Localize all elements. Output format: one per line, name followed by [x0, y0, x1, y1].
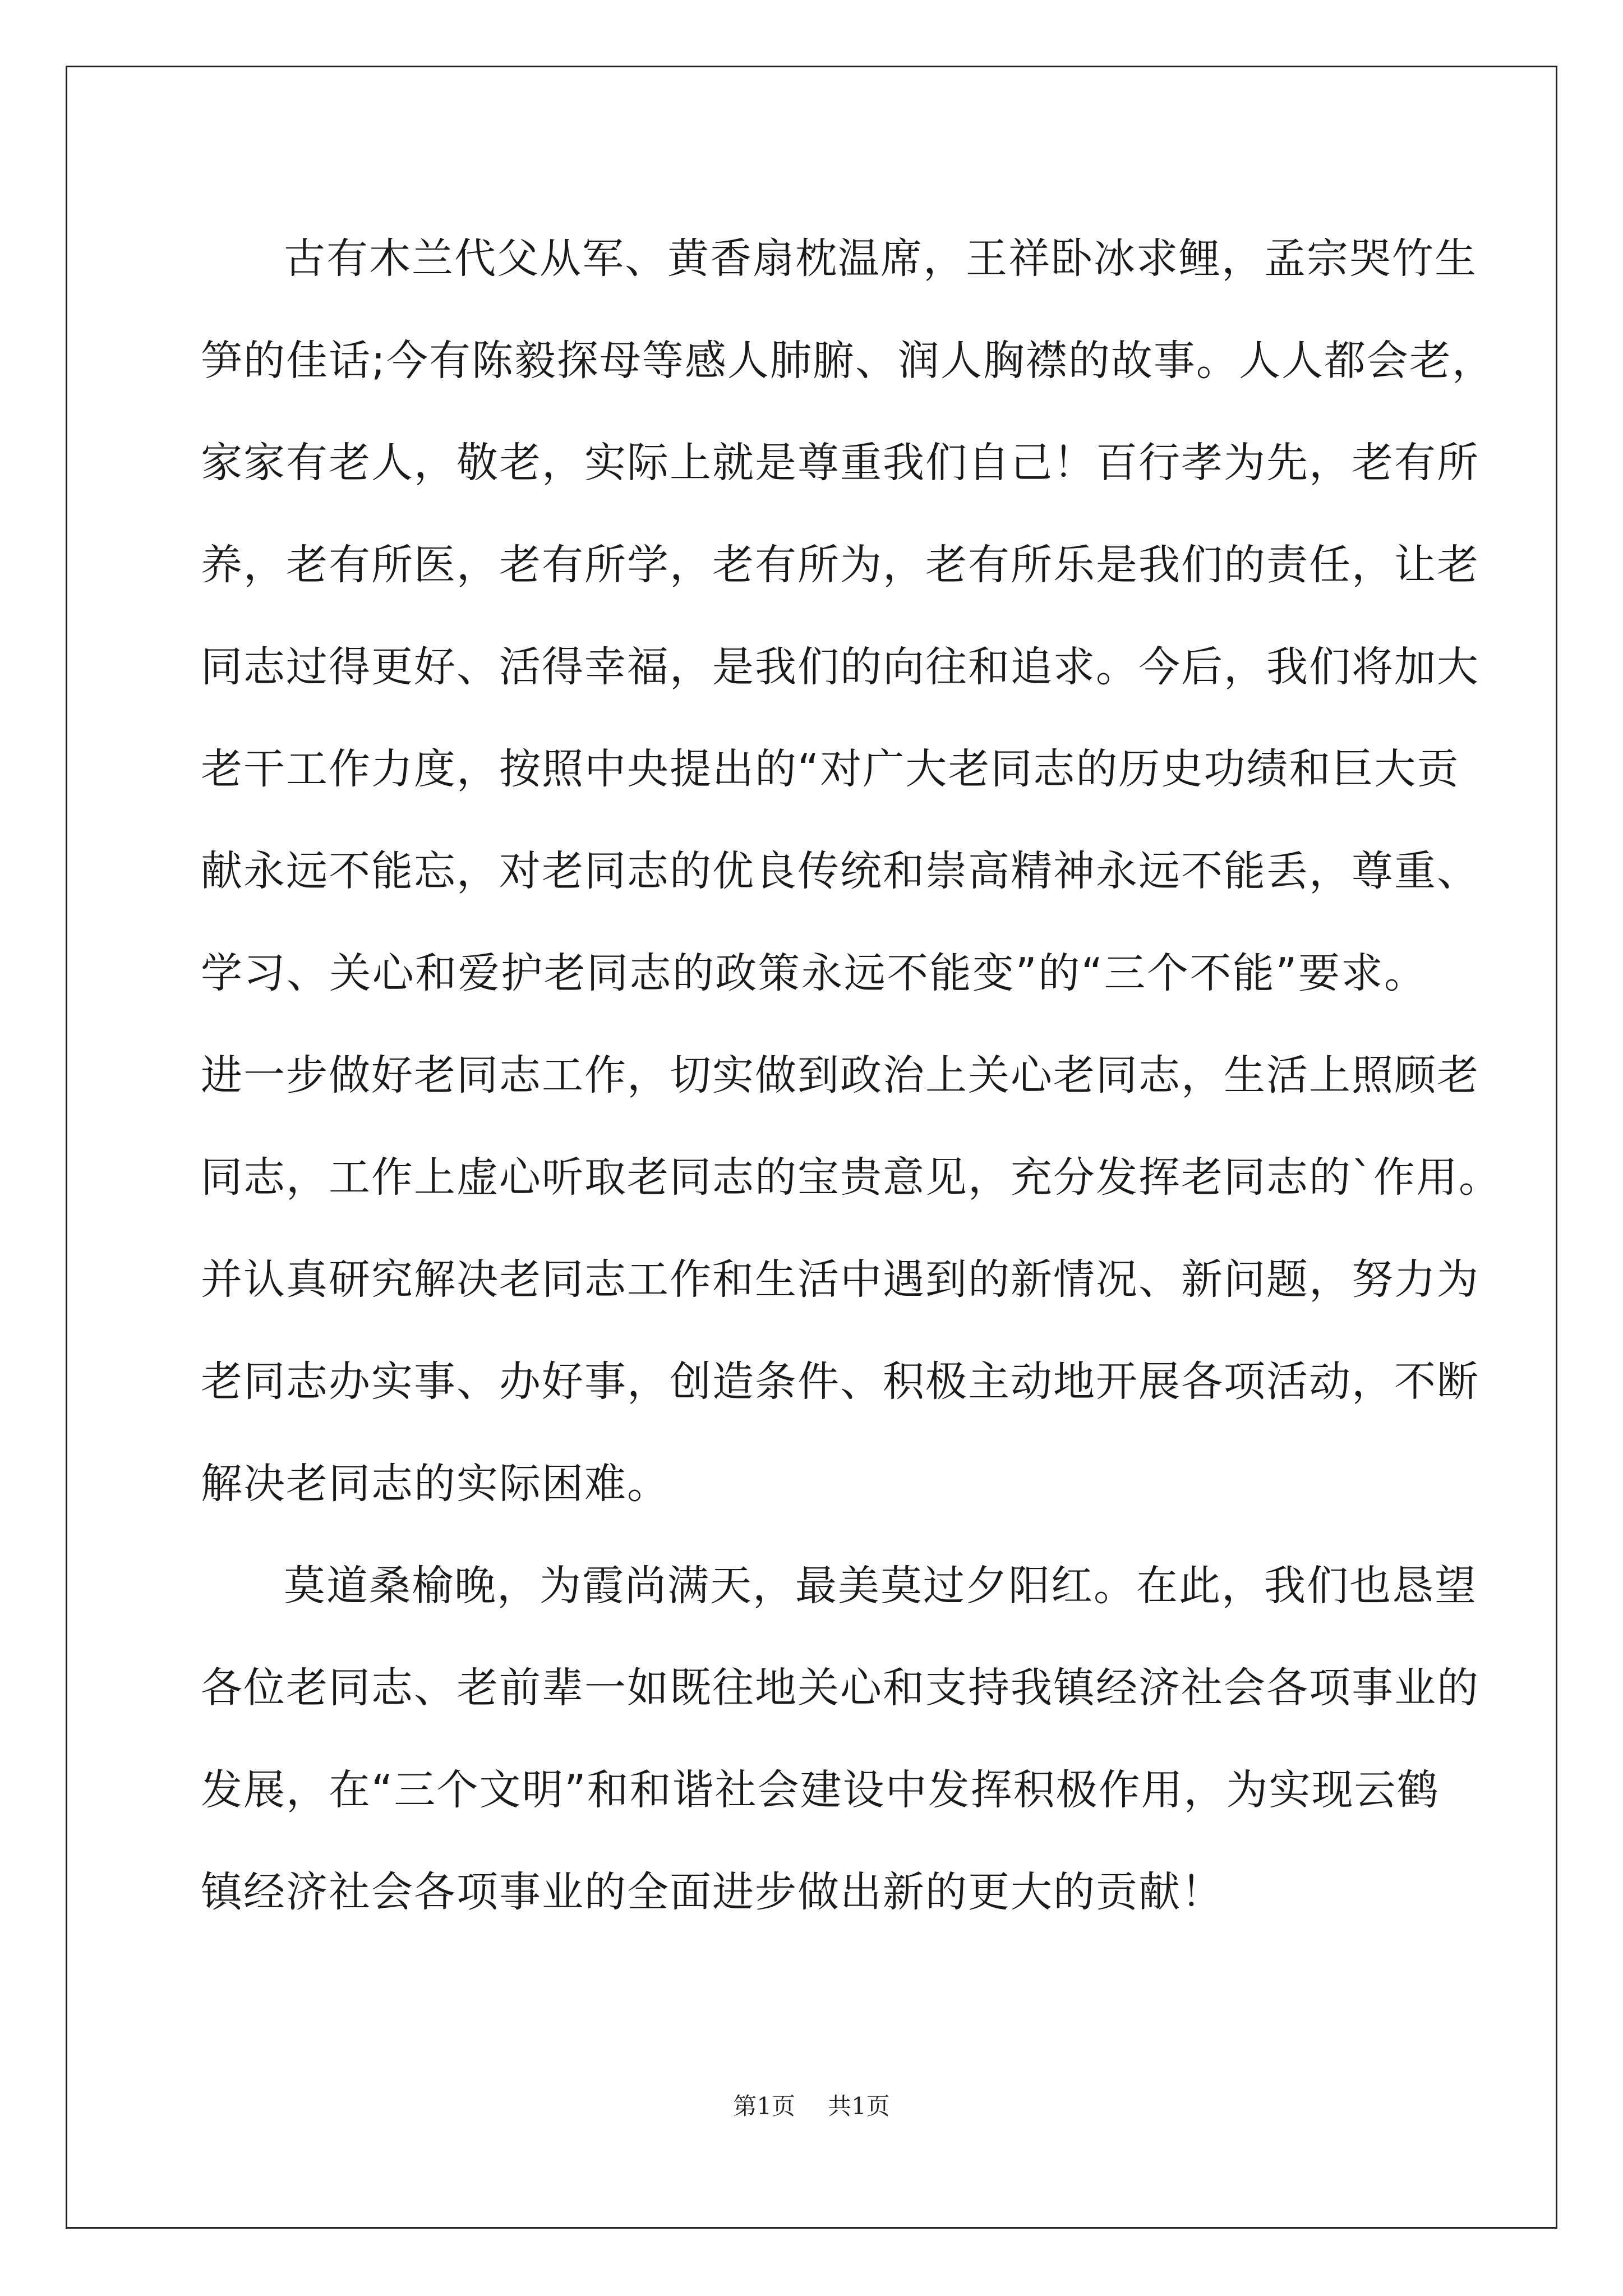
document-body	[201, 208, 1501, 1943]
paragraph-1-line-4: 养，老有所医，老有所学，老有所为，老有所乐是我们的责任，让老	[201, 541, 1479, 589]
paragraph-1-line-7: 献永远不能忘，对老同志的优良传统和崇高精神永远不能丢，尊重、	[201, 847, 1479, 895]
paragraph-1-line-10: 同志，工作上虚心听取老同志的宝贵意见，充分发挥老同志的`作用。	[201, 1153, 1501, 1202]
paragraph-1-line-3: 家家有老人，敬老，实际上就是尊重我们自己！百行孝为先，老有所	[201, 439, 1479, 487]
page-number-total: 共1页	[828, 2092, 890, 2120]
paragraph-1-line-12: 老同志办实事、办好事，创造条件、积极主动地开展各项活动，不断	[201, 1358, 1479, 1406]
page-number-current: 第1页	[733, 2092, 795, 2120]
paragraph-1-line-11: 并认真研究解决老同志工作和生活中遇到的新情况、新问题，努力为	[201, 1255, 1479, 1304]
paragraph-1-line-5: 同志过得更好、活得幸福，是我们的向往和追求。今后，我们将加大	[201, 643, 1479, 691]
paragraph-2-line-1: 莫道桑榆晚，为霞尚满天，最美莫过夕阳红。在此，我们也恳望	[284, 1562, 1477, 1610]
paragraph-1-line-2: 笋的佳话;今有陈毅探母等感人肺腑、润人胸襟的故事。人人都会老，	[201, 337, 1495, 385]
page-footer	[0, 2088, 1623, 2122]
paragraph-1-line-1: 古有木兰代父从军、黄香扇枕温席，王祥卧冰求鲤，孟宗哭竹生	[284, 234, 1477, 283]
paragraph-2-line-2: 各位老同志、老前辈一如既往地关心和支持我镇经济社会各项事业的	[201, 1664, 1479, 1712]
paragraph-1-line-8: 学习、关心和爱护老同志的政策永远不能变”的“三个不能”要求。	[201, 949, 1427, 997]
paragraph-2-line-3: 发展，在“三个文明”和和谐社会建设中发挥积极作用，为实现云鹤	[201, 1766, 1440, 1814]
paragraph-2-line-4: 镇经济社会各项事业的全面进步做出新的更大的贡献！	[201, 1868, 1224, 1916]
paragraph-1-line-13: 解决老同志的实际困难。	[201, 1460, 670, 1508]
paragraph-1-line-6: 老干工作力度，按照中央提出的“对广大老同志的历史功绩和巨大贡	[201, 745, 1460, 793]
paragraph-1-line-9: 进一步做好老同志工作，切实做到政治上关心老同志，生活上照顾老	[201, 1051, 1479, 1099]
